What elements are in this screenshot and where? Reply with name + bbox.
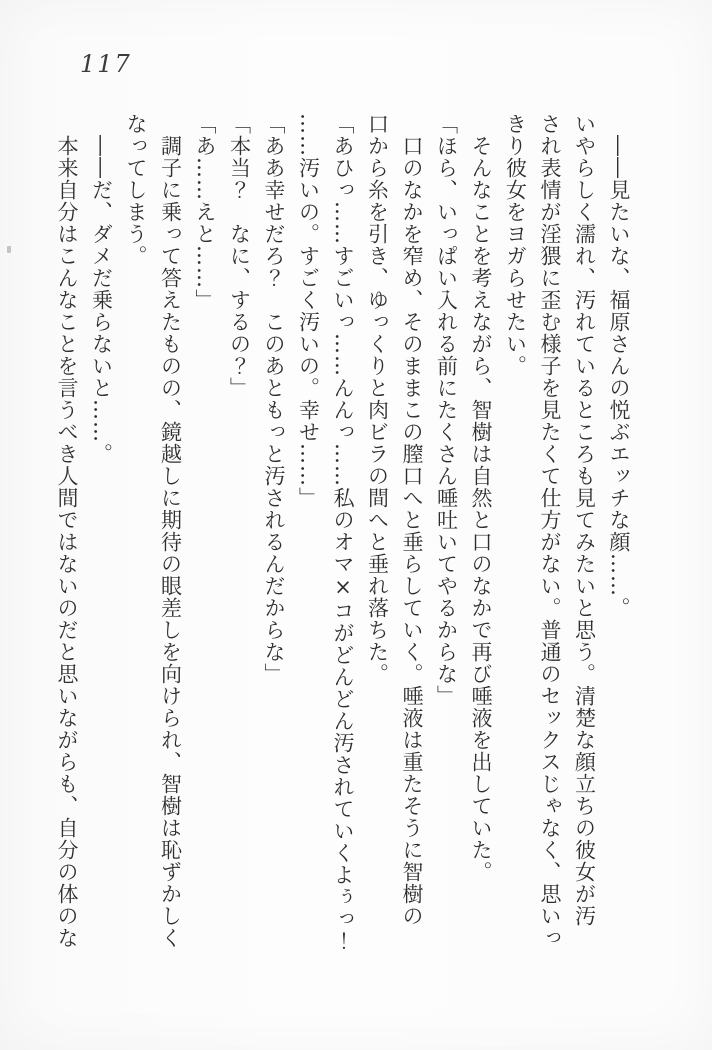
text-line: 「ほら、いっぱい入れる前にたくさん唾吐いてやるからな」 [434, 113, 459, 707]
body-text [50, 113, 637, 955]
scan-artifact [7, 246, 11, 253]
text-line: なってしまう。 [124, 113, 148, 267]
text-line: いやらしく濡れ、汚れているところも見てみたいと思う。清楚な顔立ちの彼女が汚 [572, 113, 597, 927]
text-line: 「本当？ なに、するの？」 [227, 113, 252, 399]
text-line: 「あ……えと……」 [193, 113, 217, 311]
text-line: 「あひっ……すごいっ……んんっ……私のオマ×コがどんどん汚されていくよぅっ！ [331, 113, 355, 952]
text-line: 口から糸を引き、ゆっくりと肉ビラの間へと垂れ落ちた。 [365, 113, 390, 685]
text-line: 調子に乗って答えたものの、鏡越しに期待の眼差しを向けられ、智樹は恥ずかしく [158, 113, 183, 949]
text-line: きり彼女をヨガらせたい。 [503, 113, 528, 377]
page-number: 117 [80, 50, 132, 78]
text-line: 「ああ幸せだろ？ このあともっと汚されるんだからな」 [262, 113, 286, 685]
text-line: ……汚いの。すごく汚いの。幸せ……」 [296, 113, 321, 509]
text-line: ――見たいな、福原さんの悦ぶエッチな顔……。 [607, 113, 631, 619]
text-line: 本来自分はこんなことを言うべき人間ではないのだと思いながらも、自分の体のな [55, 113, 79, 949]
text-line: そんなことを考えながら、智樹は自然と口のなかで再び唾液を出していた。 [469, 113, 493, 883]
text-line: され表情が淫猥に歪む様子を見たくて仕方がない。普通のセックスじゃなく、思いっ [538, 113, 562, 949]
text-line: 口のなかを窄め、そのままこの膣口へと垂らしていく。唾液は重たそうに智樹の [400, 113, 424, 927]
text-line: ――だ、ダメだ乗らないと……。 [89, 113, 114, 465]
